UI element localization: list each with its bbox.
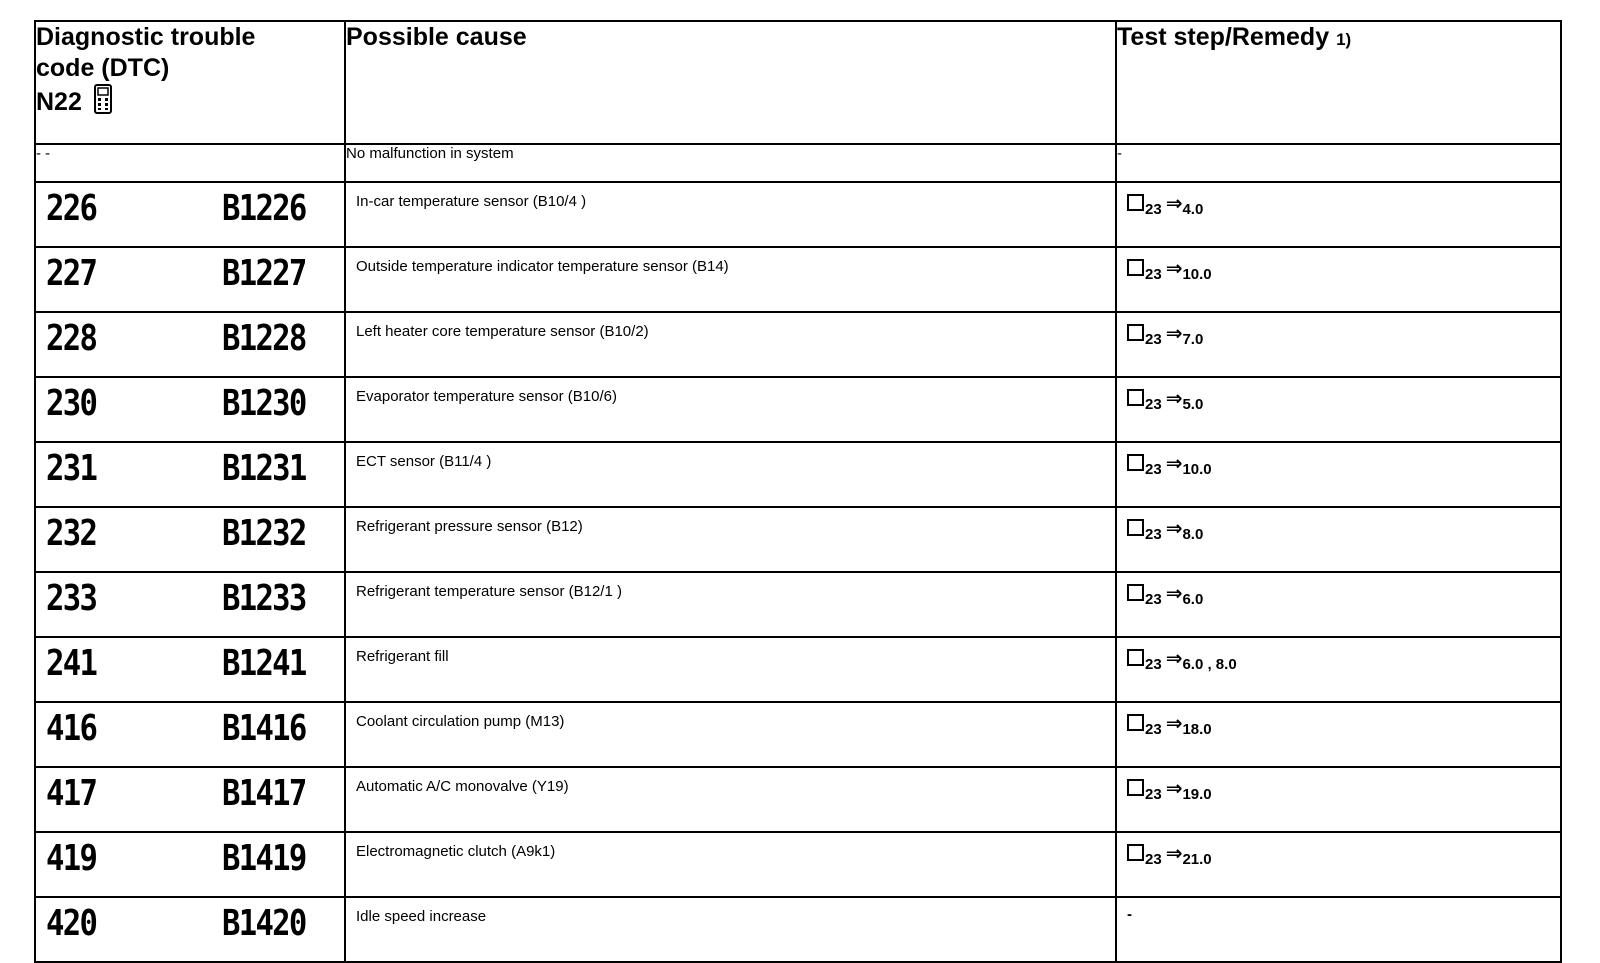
header-possible-cause: Possible cause: [345, 21, 1116, 144]
remedy-cell: [1116, 442, 1561, 507]
dtc-code-cell: [35, 312, 345, 377]
cause-cell: Electromagnetic clutch (A9k1): [345, 832, 1116, 897]
dtc-long-code: B1420: [222, 903, 306, 944]
remedy-cell: [1116, 507, 1561, 572]
remedy-ref: 23: [1145, 266, 1162, 283]
cause-cell: Refrigerant pressure sensor (B12): [345, 507, 1116, 572]
dtc-code-cell: [35, 507, 345, 572]
checkbox-square-icon: [1127, 194, 1144, 211]
remedy-text: -: [1127, 906, 1132, 923]
remedy-ref: 23: [1145, 331, 1162, 348]
double-arrow-icon: ⇒: [1165, 648, 1183, 670]
double-arrow-icon: ⇒: [1165, 843, 1183, 865]
test-step: 10.0: [1182, 461, 1212, 478]
dtc-table: [34, 20, 1562, 963]
cause-cell: No malfunction in system: [345, 144, 1116, 182]
table-row: [35, 702, 1561, 767]
dtc-short-code: 420: [46, 903, 97, 944]
cause-cell: In-car temperature sensor (B10/4 ): [345, 182, 1116, 247]
cause-cell: Refrigerant temperature sensor (B12/1 ): [345, 572, 1116, 637]
checkbox-square-icon: [1127, 519, 1144, 536]
remedy-cell: [1116, 897, 1561, 962]
dtc-short-code: 230: [46, 383, 97, 424]
test-step: 6.0 , 8.0: [1182, 656, 1237, 673]
dtc-short-code: 226: [46, 188, 97, 229]
header-test-step-label: Test step/Remedy: [1117, 23, 1330, 51]
cause-cell: Outside temperature indicator temperature sensor (B14): [345, 247, 1116, 312]
table-row: [35, 637, 1561, 702]
dtc-long-code: B1232: [222, 513, 306, 554]
checkbox-square-icon: [1127, 779, 1144, 796]
dtc-code-cell: [35, 442, 345, 507]
double-arrow-icon: ⇒: [1165, 453, 1183, 475]
remedy-cell: [1116, 767, 1561, 832]
cause-cell: Evaporator temperature sensor (B10/6): [345, 377, 1116, 442]
double-arrow-icon: ⇒: [1165, 583, 1183, 605]
cause-cell: Refrigerant fill: [345, 637, 1116, 702]
dtc-short-code: 417: [46, 773, 97, 814]
test-step: 21.0: [1182, 851, 1212, 868]
dtc-code-cell: [35, 767, 345, 832]
test-step: 6.0: [1182, 591, 1204, 608]
dtc-short-code: 416: [46, 708, 97, 749]
dtc-long-code: B1241: [222, 643, 306, 684]
checkbox-square-icon: [1127, 454, 1144, 471]
dtc-short-code: 233: [46, 578, 97, 619]
dtc-code-cell: [35, 377, 345, 442]
remedy-ref: 23: [1145, 591, 1162, 608]
double-arrow-icon: ⇒: [1165, 518, 1183, 540]
test-step: 10.0: [1182, 266, 1212, 283]
remedy-cell: [1116, 377, 1561, 442]
table-row: [35, 572, 1561, 637]
header-footnote-ref: 1): [1336, 30, 1352, 49]
cause-cell: Idle speed increase: [345, 897, 1116, 962]
cause-cell: Automatic A/C monovalve (Y19): [345, 767, 1116, 832]
remedy-ref: 23: [1145, 851, 1162, 868]
table-row: [35, 247, 1561, 312]
checkbox-square-icon: [1127, 714, 1144, 731]
dtc-long-code: B1416: [222, 708, 306, 749]
dtc-long-code: B1227: [222, 253, 306, 294]
dtc-short-code: 232: [46, 513, 97, 554]
double-arrow-icon: ⇒: [1165, 778, 1183, 800]
header-dtc-line2: code (DTC): [36, 54, 170, 82]
dtc-code-cell: [35, 702, 345, 767]
dtc-code-cell: [35, 247, 345, 312]
dtc-short-code: 419: [46, 838, 97, 879]
double-arrow-icon: ⇒: [1165, 388, 1183, 410]
dtc-code-cell: [35, 572, 345, 637]
test-step: 5.0: [1182, 396, 1204, 413]
checkbox-square-icon: [1127, 844, 1144, 861]
checkbox-square-icon: [1127, 649, 1144, 666]
remedy-cell: [1116, 702, 1561, 767]
checkbox-square-icon: [1127, 324, 1144, 341]
dtc-short-code: 241: [46, 643, 97, 684]
remedy-cell: [1116, 637, 1561, 702]
dtc-code-cell: [35, 897, 345, 962]
header-test-step: [1116, 21, 1561, 144]
table-row: [35, 767, 1561, 832]
dtc-short-code: 227: [46, 253, 97, 294]
dtc-code-cell: [35, 182, 345, 247]
checkbox-square-icon: [1127, 259, 1144, 276]
dtc-long-code: B1230: [222, 383, 306, 424]
table-row-no-malfunction: [35, 144, 1561, 182]
table-row: [35, 182, 1561, 247]
table-header-row: [35, 21, 1561, 144]
remedy-cell: [1116, 247, 1561, 312]
checkbox-square-icon: [1127, 389, 1144, 406]
cause-cell: ECT sensor (B11/4 ): [345, 442, 1116, 507]
table-row: [35, 897, 1561, 962]
dtc-long-code: B1233: [222, 578, 306, 619]
remedy-ref: 23: [1145, 201, 1162, 218]
dtc-long-code: B1228: [222, 318, 306, 359]
test-step: 7.0: [1182, 331, 1204, 348]
remedy-cell: [1116, 182, 1561, 247]
remedy-ref: 23: [1145, 786, 1162, 803]
dtc-long-code: B1417: [222, 773, 306, 814]
remedy-ref: 23: [1145, 721, 1162, 738]
remedy-ref: 23: [1145, 461, 1162, 478]
remedy-ref: 23: [1145, 526, 1162, 543]
double-arrow-icon: ⇒: [1165, 713, 1183, 735]
dtc-code-cell: - -: [35, 144, 345, 182]
remedy-ref: 23: [1145, 396, 1162, 413]
header-dtc-line3: N22: [36, 88, 82, 116]
header-dtc-line1: Diagnostic trouble: [36, 23, 256, 51]
dtc-long-code: B1231: [222, 448, 306, 489]
dtc-code-cell: [35, 832, 345, 897]
remedy-cell: [1116, 572, 1561, 637]
dtc-long-code: B1226: [222, 188, 306, 229]
double-arrow-icon: ⇒: [1165, 323, 1183, 345]
table-row: [35, 312, 1561, 377]
remedy-cell: [1116, 832, 1561, 897]
table-row: [35, 442, 1561, 507]
scan-tool-icon: [93, 84, 113, 122]
dtc-short-code: 228: [46, 318, 97, 359]
cause-cell: Coolant circulation pump (M13): [345, 702, 1116, 767]
test-step: 19.0: [1182, 786, 1212, 803]
remedy-cell: [1116, 312, 1561, 377]
checkbox-square-icon: [1127, 584, 1144, 601]
table-row: [35, 377, 1561, 442]
test-step: 18.0: [1182, 721, 1212, 738]
double-arrow-icon: ⇒: [1165, 193, 1183, 215]
dtc-code-cell: [35, 637, 345, 702]
table-row: [35, 832, 1561, 897]
double-arrow-icon: ⇒: [1165, 258, 1183, 280]
dtc-short-code: 231: [46, 448, 97, 489]
test-step: 8.0: [1182, 526, 1204, 543]
table-row: [35, 507, 1561, 572]
remedy-ref: 23: [1145, 656, 1162, 673]
header-dtc-line3-wrap: [36, 84, 344, 122]
header-dtc: [35, 21, 345, 144]
dtc-long-code: B1419: [222, 838, 306, 879]
test-step: 4.0: [1182, 201, 1204, 218]
remedy-cell: -: [1116, 144, 1561, 182]
cause-cell: Left heater core temperature sensor (B10/2): [345, 312, 1116, 377]
